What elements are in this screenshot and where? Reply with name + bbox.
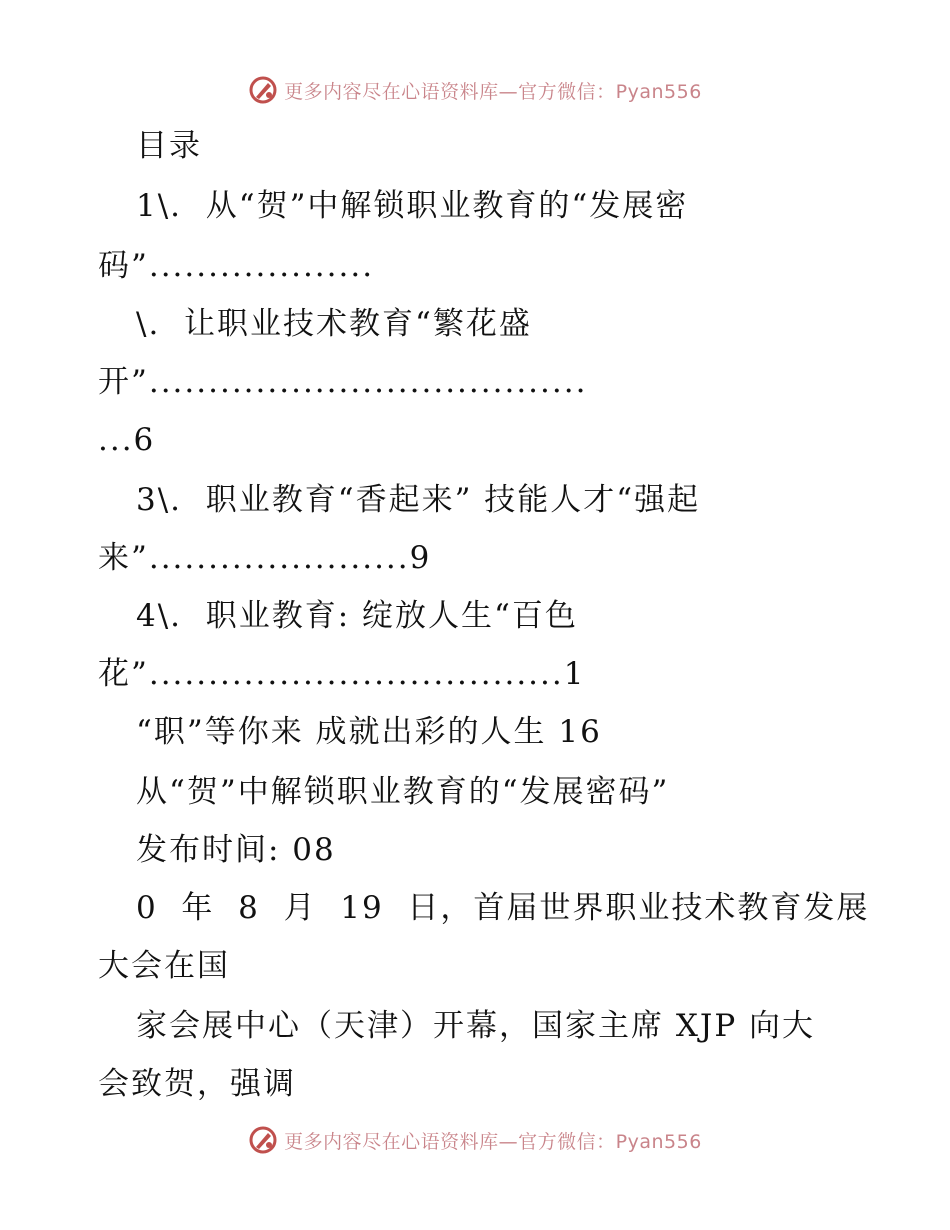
toc-title: 目录 bbox=[136, 128, 202, 164]
body-line-3: 家会展中心（天津）开幕，国家主席 XJP 向大 bbox=[136, 1008, 816, 1044]
toc-entry-4: 4\. 职业教育: 绽放人生“百色 bbox=[136, 598, 578, 634]
publish-time: 发布时间: 08 bbox=[136, 832, 336, 868]
body-line-1: 0 年 8 月 19 日，首届世界职业技术教育发展 bbox=[136, 890, 870, 926]
toc-entry-2-page: ...6 bbox=[98, 422, 156, 458]
toc-entry-3-cont: 来”......................9 bbox=[98, 540, 432, 576]
toc-entry-4-cont: 花”...................................1 bbox=[98, 656, 586, 692]
article-title: 从“贺”中解锁职业教育的“发展密码” bbox=[136, 774, 670, 810]
toc-entry-2-cont: 开”..................................... bbox=[98, 364, 588, 400]
body-line-2: 大会在国 bbox=[98, 948, 230, 984]
toc-entry-5: “职”等你来 成就出彩的人生 16 bbox=[136, 714, 602, 750]
watermark-header bbox=[0, 70, 950, 110]
watermark-footer bbox=[0, 1120, 950, 1160]
pen-circle-logo-icon bbox=[248, 75, 278, 105]
watermark-text: 更多内容尽在心语资料库—官方微信：Pyan556 bbox=[284, 1130, 702, 1153]
toc-entry-1: 1\. 从“贺”中解锁职业教育的“发展密 bbox=[136, 188, 689, 224]
body-line-4: 会致贺，强调 bbox=[98, 1066, 296, 1102]
watermark-text: 更多内容尽在心语资料库—官方微信：Pyan556 bbox=[284, 80, 702, 103]
pen-circle-logo-icon bbox=[248, 1125, 278, 1155]
toc-entry-2: \. 让职业技术教育“繁花盛 bbox=[136, 306, 532, 342]
toc-entry-1-cont: 码”................... bbox=[98, 248, 375, 284]
toc-entry-3: 3\. 职业教育“香起来” 技能人才“强起 bbox=[136, 482, 701, 518]
